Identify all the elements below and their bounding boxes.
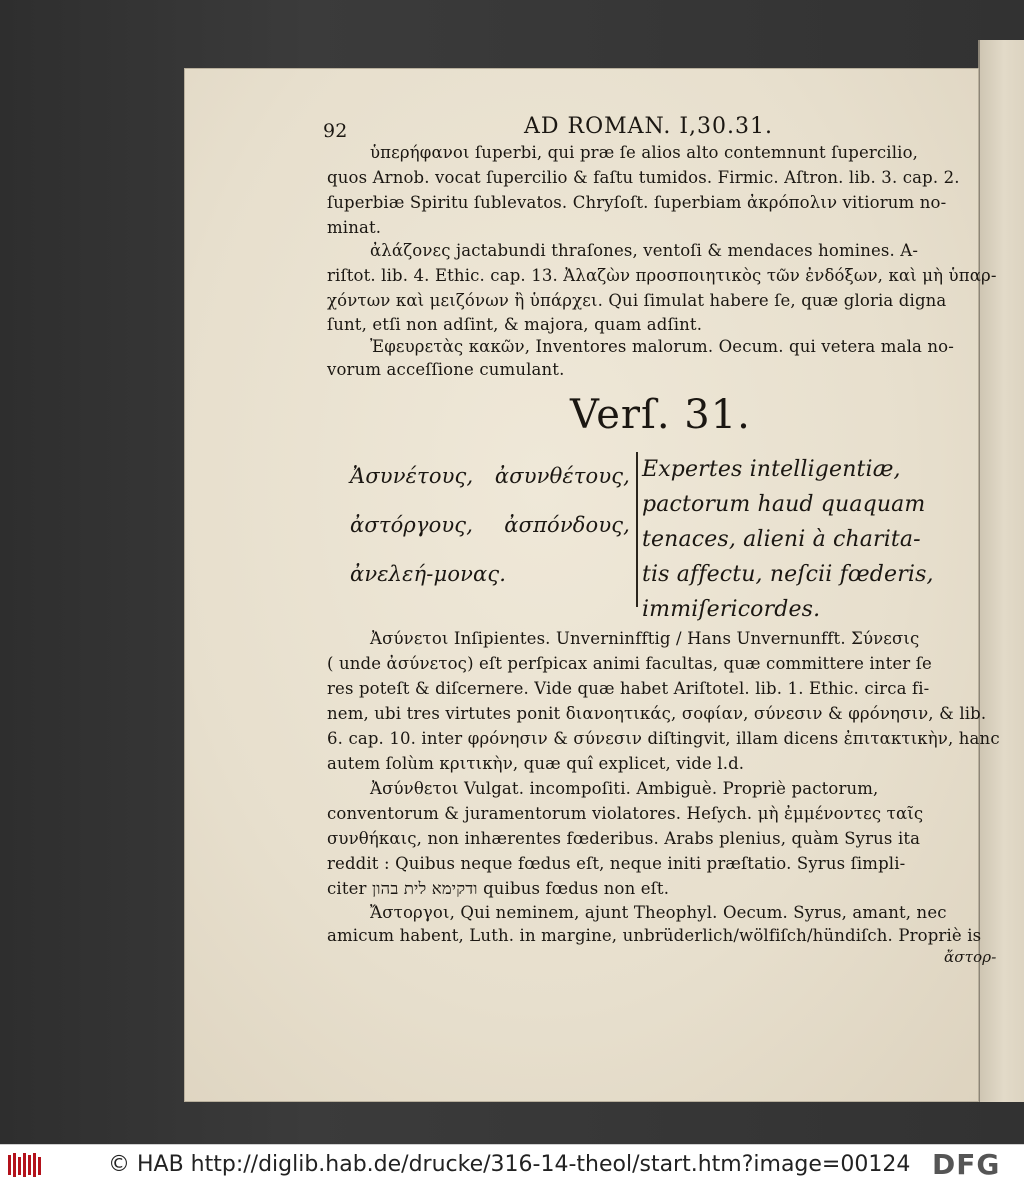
running-title: AD ROMAN. I,30.31. bbox=[524, 114, 774, 139]
dfg-logo: DFG bbox=[932, 1148, 1001, 1181]
text-line: conventorum & juramentorum violatores. Heſych. μὴ ἐμμένοντες ταῖς bbox=[327, 804, 924, 823]
latin-line: tenaces, alieni à charita- bbox=[642, 527, 921, 552]
adjacent-page-edge bbox=[978, 40, 1024, 1102]
text-line: ( unde ἀσύνετος) eſt perſpicax animi facultas, quæ committere inter ſe bbox=[327, 654, 932, 673]
latin-line: Expertes intelligentiæ, bbox=[642, 457, 901, 482]
text-line: Ἀσύνετοι Inſipientes. Unverninfftig / Hans Unvernunfft. Σύνεσις bbox=[370, 629, 920, 648]
verse-heading: Verſ. 31. bbox=[570, 392, 751, 438]
text-line: vorum acceſſione cumulant. bbox=[327, 360, 565, 379]
text-line: 6. cap. 10. inter φρόνησιν & σύνεσιν diſtingvit, illam dicens ἐπιτακτικὴν, hanc bbox=[327, 729, 1000, 748]
text-line: nem, ubi tres virtutes ponit διανοητικάς, σοφίαν, σύνεσιν & φρόνησιν, & lib. bbox=[327, 704, 987, 723]
text-line: Ἄστοργοι, Qui neminem, ajunt Theophyl. Oecum. Syrus, amant, nec bbox=[370, 903, 947, 922]
hab-logo-icon bbox=[6, 1151, 46, 1179]
latin-line: pactorum haud quaquam bbox=[642, 492, 926, 517]
text-line: res poteſt & diſcernere. Vide quæ habet Ariſtotel. lib. 1. Ethic. circa fi- bbox=[327, 679, 930, 698]
latin-verse bbox=[642, 452, 942, 627]
greek-verse: Ἀσυνέτους, ἀσυνθέτους, ἀστόργους, ἀσπόνδους, ἀνελεή-μονας. bbox=[350, 464, 630, 586]
text-line: συνθήκαις, non inhærentes fœderibus. Arabs plenius, quàm Syrus ita bbox=[327, 829, 921, 848]
text-line: autem ſolùm κριτικὴν, quæ quî explicet, vide l.d. bbox=[327, 754, 745, 773]
text-line: ὑπερήφανοι ſuperbi, qui præ ſe alios alto contemnunt ſupercilio, bbox=[370, 143, 919, 162]
text-line: ἀλάζονες jactabundi thraſones, ventoſi & mendaces homines. A- bbox=[370, 241, 919, 260]
page-number: 92 bbox=[323, 120, 348, 142]
text-line: reddit : Quibus neque fœdus eſt, neque initi præſtatio. Syrus ſimpli- bbox=[327, 854, 906, 873]
text-line: ſuperbiæ Spiritu ſublevatos. Chryſoſt. ſuperbiam ἀκρόπολιν vitiorum no- bbox=[327, 193, 947, 212]
text-line: minat. bbox=[327, 218, 382, 237]
column-divider bbox=[636, 452, 638, 607]
text-line: Ἀσύνθετοι Vulgat. incompoſiti. Ambiguè. Propriè pactorum, bbox=[370, 779, 879, 798]
latin-line: immiſericordes. bbox=[642, 597, 821, 622]
text-line: riſtot. lib. 4. Ethic. cap. 13. Ἀλαζὼν προσποιητικὸς τῶν ἐνδόξων, καὶ μὴ ὑπαρ- bbox=[327, 266, 997, 285]
text-line: Ἐφευρετὰς κακῶν, Inventores malorum. Oecum. qui vetera mala no- bbox=[370, 337, 954, 356]
text-line: χόντων καὶ μειζόνων ἢ ὑπάρχει. Qui ſimulat habere ſe, quæ gloria digna bbox=[327, 291, 947, 310]
source-link[interactable]: © HAB http://diglib.hab.de/drucke/316-14-theol/start.htm?image=00124 bbox=[108, 1152, 911, 1177]
text-line: ſunt, etſi non adſint, & majora, quam adſint. bbox=[327, 315, 703, 334]
text-line: amicum habent, Luth. in margine, unbrüderlich/wölfiſch/hündiſch. Propriè is bbox=[327, 926, 982, 945]
text-line: citer ודקימא לית בהון quibus fœdus non eſt. bbox=[327, 879, 670, 898]
latin-line: tis affectu, neſcii fœderis, bbox=[642, 562, 934, 587]
book-page bbox=[184, 68, 1000, 1102]
catchword: ἄστορ- bbox=[944, 948, 997, 966]
text-line: quos Arnob. vocat ſupercilio & faſtu tumidos. Firmic. Aſtron. lib. 3. cap. 2. bbox=[327, 168, 960, 187]
footer-bar bbox=[0, 1144, 1024, 1185]
